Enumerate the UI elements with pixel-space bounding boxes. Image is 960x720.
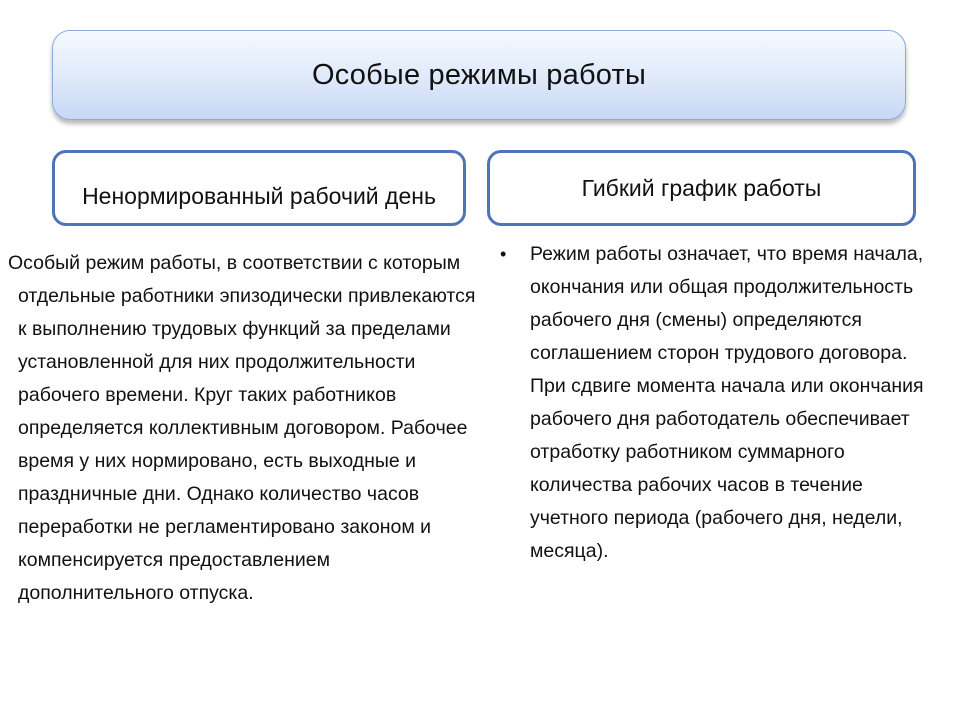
irregular-day-heading: Ненормированный рабочий день — [82, 183, 436, 209]
irregular-day-text: Особый режим работы, в соответствии с которым отдельные работники эпизодически привлекаются к выполнению трудовых функций за пределами установленной для них продолжительности рабочего времени. Круг таких работников определяется коллективным договором. Рабочее время у них нормировано, есть выходные и праздничные дни. Однако количество часов переработки не регламентировано законом и компенсируется предоставлением дополнительного отпуска. — [8, 252, 476, 604]
irregular-day-description — [8, 247, 478, 610]
flexible-schedule-heading: Гибкий график работы — [581, 175, 822, 201]
bullet-icon: • — [500, 244, 507, 264]
flexible-schedule-description — [500, 238, 945, 568]
flexible-schedule-heading-box — [487, 150, 916, 226]
title-box — [52, 30, 906, 120]
flexible-schedule-text: Режим работы означает, что время начала, окончания или общая продолжительность рабочего дня (смены) определяются соглашением сторон трудового договора. При сдвиге момента начала или окончания рабочего дня работодатель обеспечивает отработку работником суммарного количества рабочих часов в течение учетного периода (рабочего дня, недели, месяца). — [530, 243, 924, 562]
slide-title: Особые режимы работы — [311, 58, 646, 91]
bullet-item — [500, 238, 945, 568]
irregular-day-heading-box — [52, 150, 466, 226]
